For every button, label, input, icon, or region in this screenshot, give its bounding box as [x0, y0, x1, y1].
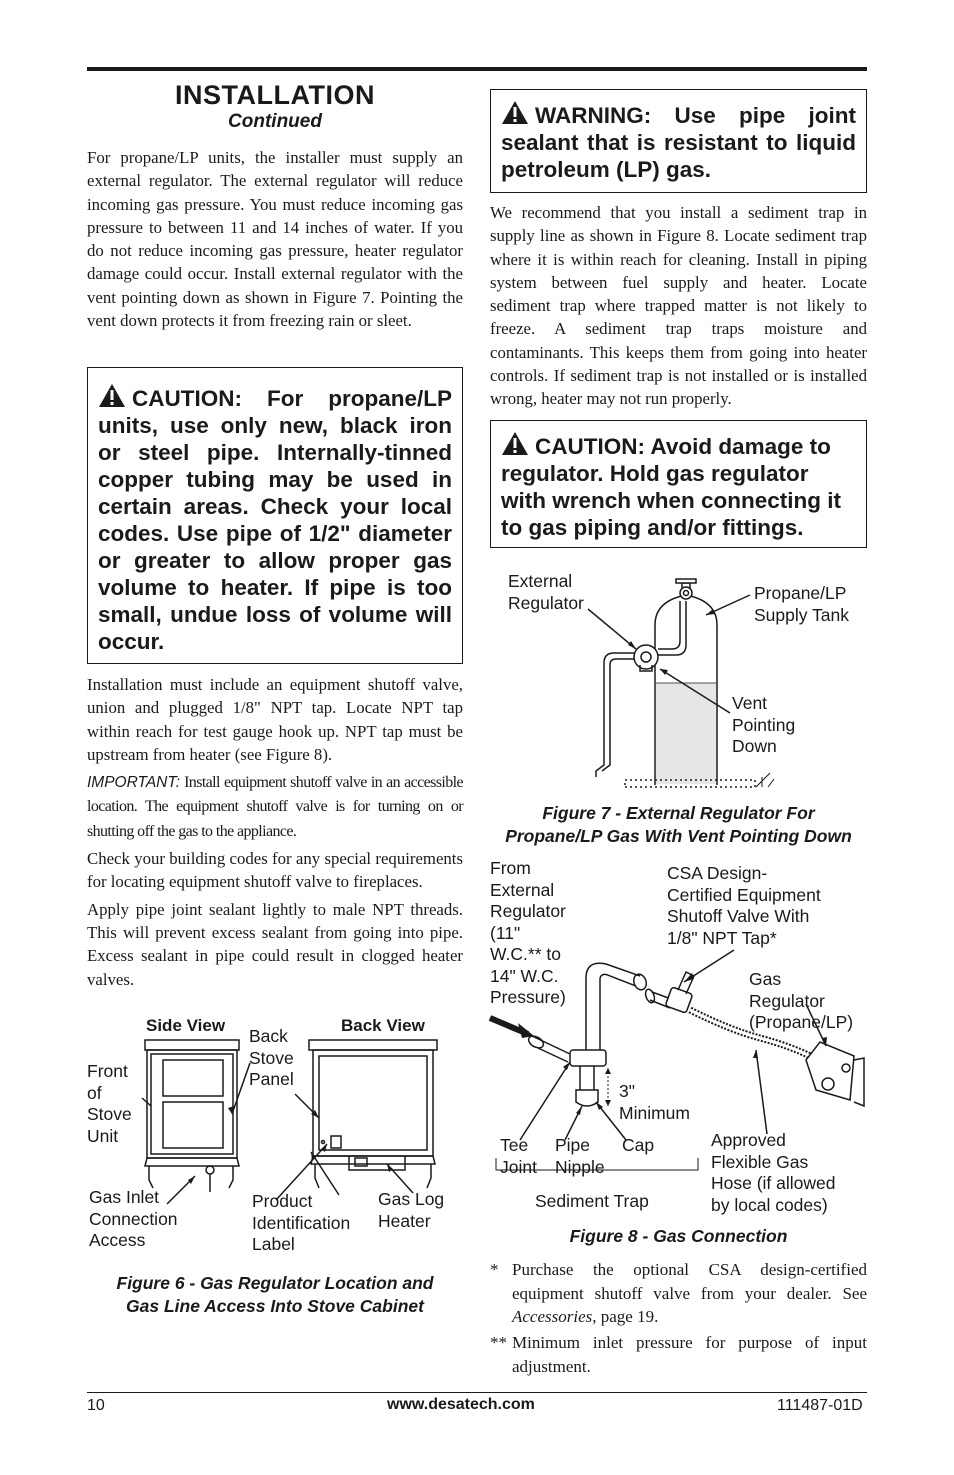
- label-back-stove-panel: Back Stove Panel: [249, 1026, 294, 1089]
- caution-box-pipe: [87, 367, 463, 664]
- label-pipe-nipple: Pipe Nipple: [555, 1135, 605, 1177]
- caution-box-regulator: [490, 420, 867, 548]
- warning-text: WARNING: Use pipe joint sealant that is resistant to liquid petroleum (LP) gas.: [501, 100, 856, 183]
- paragraph-shutoff: Installation must include an equipment shutoff valve, union and plugged 1/8" NPT tap. Locate NPT tap within reach for test gauge hook up. NPT tap must be upstream from heater (see Figure 8).: [87, 675, 463, 764]
- paragraph-propane: For propane/LP units, the installer must supply an external regulator. The external regulator will reduce incoming gas pressure. You must reduce incoming gas pressure to between 11 and 14 inches of water. If you do not reduce incoming gas pressure, heater regulator damage could occur. Install external regulator with the vent pointing down as shown in Figure 7. Pointing the vent down protects it from freezing rain or sleet.: [87, 148, 463, 331]
- warning-triangle-icon: [501, 100, 529, 125]
- warning-box-sealant: [490, 89, 867, 193]
- paragraph-sealant: Apply pipe joint sealant lightly to male NPT threads. This will prevent excess sealant from going into pipe. Excess sealant in pipe could result in clogged heater valves.: [87, 899, 463, 989]
- document-code: 111487-01D: [777, 1397, 863, 1414]
- label-supply-tank: Propane/LP Supply Tank: [754, 583, 850, 625]
- warning-triangle-icon: [98, 383, 126, 408]
- label-gas-inlet: Gas Inlet Connection Access: [89, 1187, 178, 1250]
- label-side-view: Side View: [146, 1016, 226, 1035]
- footnote-1: * Purchase the optional CSA design-certified equipment shutoff valve from your dealer. See Accessories, page 19.: [490, 1260, 867, 1326]
- label-gas-log-heater: Gas Log Heater: [378, 1189, 445, 1231]
- paragraph-sediment: We recommend that you install a sediment trap in supply line as shown in Figure 8. Locate sediment trap where it is within reach for cleaning. Install in piping system between fuel supply and heater. Locate sediment trap where trapped matter is not likely to freeze. A sediment trap traps moisture and contaminants. This keeps them from going into heater controls. If sediment trap is not installed or is installed wrong, heater may not run properly.: [490, 203, 867, 409]
- label-sediment-trap: Sediment Trap: [535, 1191, 649, 1211]
- footnote-2: ** Minimum inlet pressure for purpose of input adjustment.: [490, 1333, 867, 1376]
- bottom-rule: [87, 1392, 867, 1393]
- right-column: [490, 201, 867, 415]
- caution-text: CAUTION: For propane/LP units, use only new, black iron or steel pipe. Internally-tinned copper tubing may be used in certain areas. Check your local codes. Use pipe of 1/2" diameter or greater to allow proper gas volume to heater. If pipe is too small, undue loss of volume will occur.: [98, 383, 452, 655]
- label-cap: Cap: [622, 1135, 655, 1155]
- figure-8-caption: Figure 8 - Gas Connection: [569, 1226, 788, 1246]
- label-3-minimum: 3" Minimum: [619, 1081, 690, 1123]
- figure-7-caption: Figure 7 - External Regulator For Propane/LP Gas With Vent Pointing Down: [505, 803, 852, 846]
- label-gas-regulator: Gas Regulator (Propane/LP): [749, 969, 854, 1032]
- figure-6-caption: Figure 6 - Gas Regulator Location and Gas Line Access Into Stove Cabinet: [116, 1273, 434, 1316]
- label-external-regulator: External Regulator: [508, 571, 584, 613]
- top-rule: [87, 67, 867, 71]
- label-back-view: Back View: [341, 1016, 425, 1035]
- warning-triangle-icon: [501, 431, 529, 456]
- label-vent-pointing-down: Vent Pointing Down: [732, 693, 796, 756]
- label-tee-joint: Tee Joint: [500, 1135, 537, 1177]
- label-from-external-regulator: From External Regulator (11" W.C.** to 14" W.C. Pressure): [490, 858, 566, 1007]
- label-csa-shutoff-valve: CSA Design- Certified Equipment Shutoff Valve With 1/8" NPT Tap*: [667, 863, 821, 948]
- left-column-lower: [87, 673, 463, 995]
- left-column: [87, 80, 463, 336]
- paragraph-codes: Check your building codes for any special requirements for locating equipment shutoff valve to fireplaces.: [87, 849, 463, 892]
- footer-url: www.desatech.com: [387, 1396, 535, 1413]
- label-flexible-hose: Approved Flexible Gas Hose (if allowed by local codes): [711, 1130, 836, 1215]
- section-subtitle: Continued: [228, 111, 322, 132]
- section-title: INSTALLATION: [175, 80, 375, 110]
- label-front-of-stove: Front of Stove Unit: [87, 1061, 132, 1146]
- caution-regulator-text: CAUTION: Avoid damage to regulator. Hold gas regulator with wrench when connecting it to gas piping and/or fittings.: [501, 431, 856, 541]
- page-number: 10: [87, 1397, 105, 1414]
- label-product-id: Product Identification Label: [252, 1191, 351, 1254]
- paragraph-important: IMPORTANT: Install equipment shutoff valve in an accessible location. The equipment shutoff valve is for turning on or shutting off the gas to the appliance.: [87, 774, 463, 840]
